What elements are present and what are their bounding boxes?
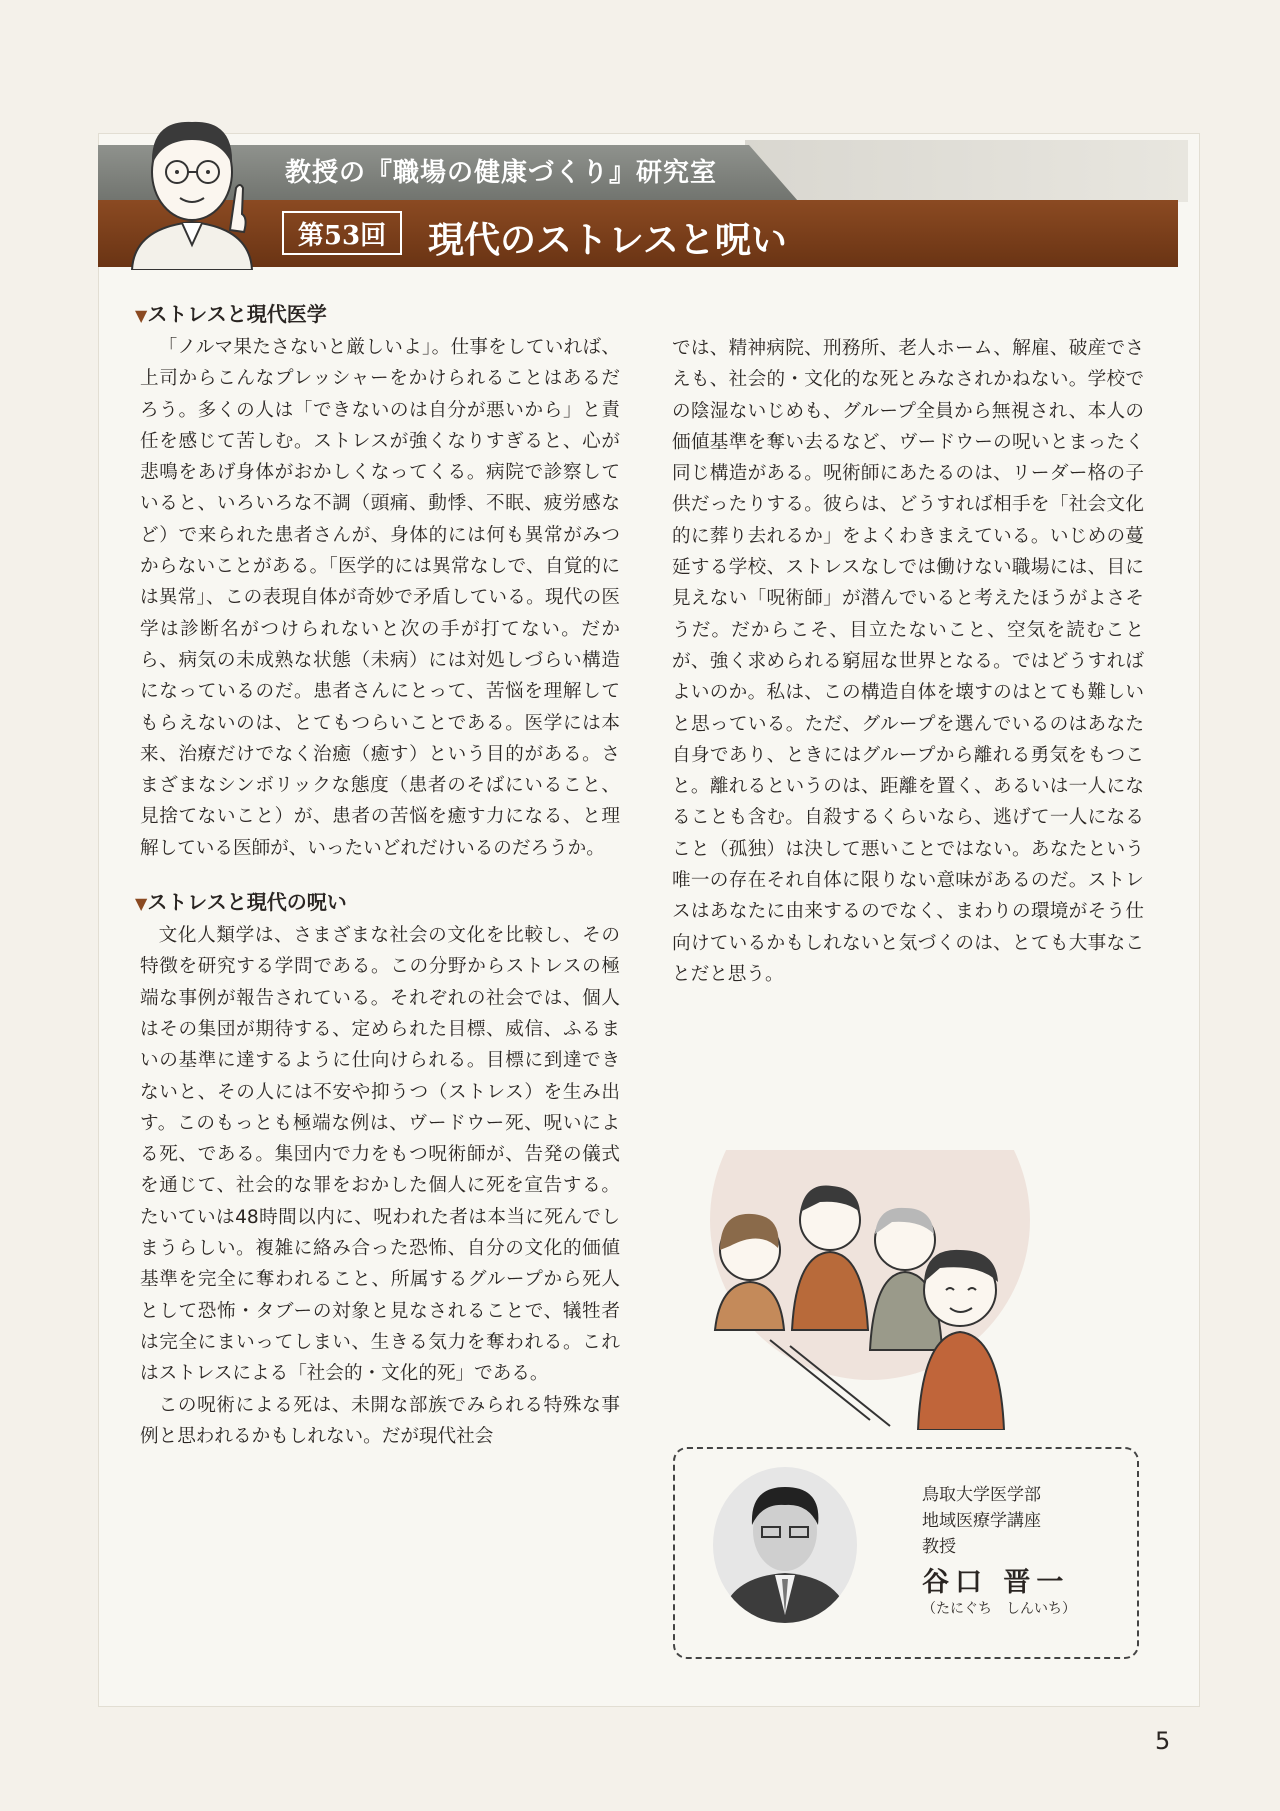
author-info (922, 1482, 1076, 1618)
series-title: 教授の『職場の健康づくり』研究室 (285, 158, 718, 188)
left-column (135, 298, 620, 1452)
section-heading (135, 886, 620, 920)
section-heading-text: ストレスと現代の呪い (147, 890, 347, 915)
header-background-ghost (745, 140, 1188, 202)
professor-mascot-illustration (122, 110, 272, 270)
author-name-kana: （たにぐち しんいち） (922, 1601, 1076, 1617)
author-position: 教授 (922, 1537, 956, 1557)
triangle-bullet-icon: ▼ (135, 306, 148, 325)
body-paragraph: この呪術による死は、未開な部族でみられる特殊な事例と思われるかもしれない。だが現代社会 (140, 1394, 620, 1447)
right-column (672, 333, 1144, 990)
body-paragraph: では、精神病院、刑務所、老人ホーム、解雇、破産でさえも、社会的・文化的な死とみなされかねない。学校での陰湿ないじめも、グループ全員から無視され、本人の価値基準を奪い去るなど、ヴードウーの呪いとまったく同じ構造がある。呪術師にあたるのは、リーダー格の子供だったりする。彼らは、どうすれば相手を「社会文化的に葬り去れるか」をよくわきまえている。いじめの蔓延する学校、ストレスなしでは働けない職場には、目に見えない「呪術師」が潜んでいると考えたほうがよさそうだ。だからこそ、目立たないこと、空気を読むことが、強く求められる窮屈な世界となる。ではどうすればよいのか。私は、この構造自体を壊すのはとても難しいと思っている。ただ、グループを選んでいるのはあなた自身であり、ときにはグループから離れる勇気をもつこと。離れるというのは、距離を置く、あるいは一人になることも含む。自殺するくらいなら、逃げて一人になること（孤独）は決して悪いことではない。あなたという唯一の存在それ自体に限りない意味があるのだ。ストレスはあなたに由来するのでなく、まわりの環境がそう仕向けているかもしれないと気づくのは、とても大事なことだと思う。 (672, 338, 1144, 985)
body-paragraph: 「ノルマ果たさないと厳しいよ」。仕事をしていれば、上司からこんなプレッシャーをかけられることはあるだろう。多くの人は「できないのは自分が悪いから」と責任を感じて苦しむ。ストレスが強くなりすぎると、心が悲鳴をあげ身体がおかしくなってくる。病院で診察していると、いろいろな不調（頭痛、動悸、不眠、疲労感など）で来られた患者さんが、身体的には何も異常がみつからないことがある。「医学的には異常なしで、自覚的には異常」、この表現自体が奇妙で矛盾している。現代の医学は診断名がつけられないと次の手が打てない。だから、病気の未成熟な状態（未病）には対処しづらい構造になっているのだ。患者さんにとって、苦悩を理解してもらえないのは、とてもつらいことである。医学には本来、治療だけでなく治癒（癒す）という目的がある。さまざまなシンボリックな態度（患者のそばにいること、見捨てないこと）が、患者の苦悩を癒す力になる、と理解している医師が、いったいどれだけいるのだろうか。 (140, 337, 620, 859)
body-paragraph: 文化人類学は、さまざまな社会の文化を比較し、その特徴を研究する学問である。この分野からストレスの極端な事例が報告されている。それぞれの社会では、個人はその集団が期待する、定められた目標、威信、ふるまいの基準に達するように仕向けられる。目標に到達できないと、その人には不安や抑うつ（ストレス）を生み出す。このもっとも極端な例は、ヴードウー死、呪いによる死、である。集団内で力をもつ呪術師が、告発の儀式を通じて、社会的な罪をおかした個人に死を宣告する。たいていは48時間以内に、呪われた者は本当に死んでしまうらしい。複雑に絡み合った恐怖、自分の文化的価値基準を完全に奪われること、所属するグループから死人として恐怖・タブーの対象と見なされることで、犠牲者は完全にまいってしまい、生きる気力を奪われる。これはストレスによる「社会的・文化的死」である。 (140, 925, 620, 1385)
author-name: 谷口 晋一 (922, 1567, 1070, 1598)
stressed-people-illustration (660, 1150, 1080, 1430)
author-affiliation: 鳥取大学医学部 (922, 1485, 1041, 1505)
episode-title: 現代のストレスと呪い (428, 219, 787, 261)
section-heading-text: ストレスと現代医学 (147, 302, 327, 326)
section-heading (135, 298, 620, 332)
page-number: 5 (1155, 1727, 1171, 1755)
author-portrait-photo (710, 1465, 860, 1625)
author-department: 地域医療学講座 (922, 1511, 1041, 1531)
episode-number: 第53回 (282, 211, 402, 255)
triangle-bullet-icon: ▼ (135, 894, 148, 914)
